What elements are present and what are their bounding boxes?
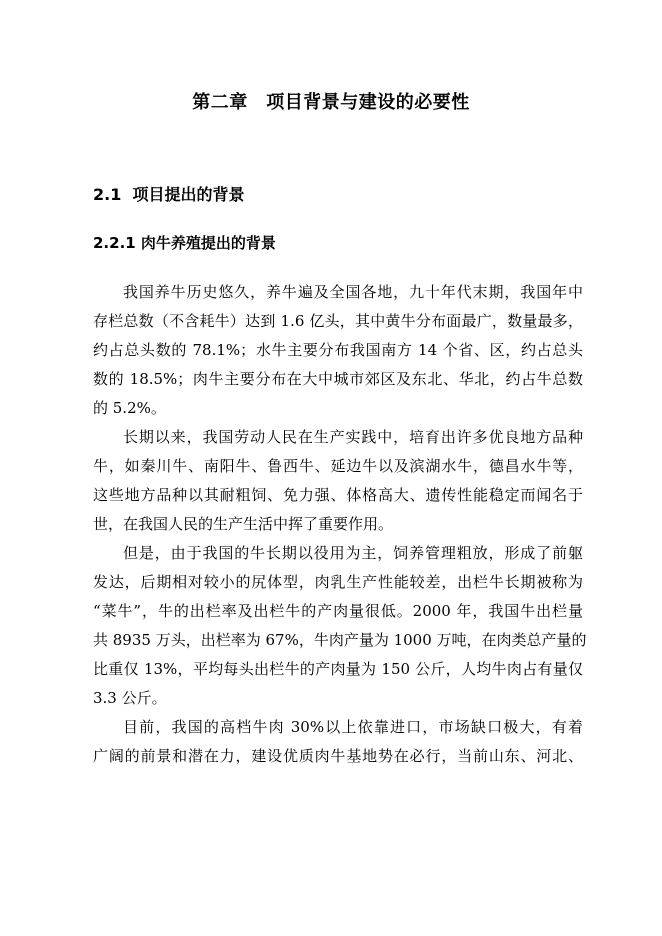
body-text <box>93 278 587 771</box>
paragraph-2 <box>93 423 583 539</box>
paragraph-line: 广阔的前景和潜在力，建设优质肉牛基地势在必行，当前山东、河北、 <box>93 747 583 765</box>
paragraph-line: 这些地方品种以其耐粗饲、免力强、体格高大、遗传性能稳定而闻名于 <box>93 486 583 504</box>
paragraph-line: 比重仅 13%，平均每头出栏牛的产肉量为 150 公斤，人均牛肉占有量仅 <box>93 660 583 678</box>
paragraph-line: “菜牛”，牛的出栏率及出栏牛的产肉量很低。2000 年，我国牛出栏量 <box>93 602 583 620</box>
paragraph-line: 但是，由于我国的牛长期以役用为主，饲养管理粗放，形成了前躯 <box>123 544 583 562</box>
paragraph-line: 我国养牛历史悠久，养牛遍及全国各地，九十年代末期，我国年中 <box>123 283 583 301</box>
paragraph-1 <box>93 278 583 423</box>
section-title: 2.1 项目提出的背景 <box>93 185 245 204</box>
paragraph-line: 约占总头数的 78.1%；水牛主要分布我国南方 14 个省、区，约占总头 <box>93 341 583 359</box>
paragraph-line: 世，在我国人民的生产生活中挥了重要作用。 <box>93 515 394 533</box>
paragraph-3 <box>93 539 587 713</box>
paragraph-line: 目前，我国的高档牛肉 30%以上依靠进口，市场缺口极大，有着 <box>123 718 583 736</box>
paragraph-line: 数的 18.5%；肉牛主要分布在大中城市郊区及东北、华北，约占牛总数 <box>93 370 583 388</box>
subsection-title: 2.2.1 肉牛养殖提出的背景 <box>93 234 276 252</box>
chapter-title: 第二章 项目背景与建设的必要性 <box>192 92 470 113</box>
paragraph-line: 的 5.2%。 <box>93 399 166 417</box>
paragraph-line: 牛，如秦川牛、南阳牛、鲁西牛、延边牛以及滨湖水牛，德昌水牛等， <box>93 457 583 475</box>
paragraph-4 <box>93 713 583 771</box>
paragraph-line: 共 8935 万头，出栏率为 67%，牛肉产量为 1000 万吨，在肉类总产量的 <box>93 631 587 649</box>
paragraph-line: 发达，后期相对较小的尻体型，肉乳生产性能较差，出栏牛长期被称为 <box>93 573 583 591</box>
paragraph-line: 长期以来，我国劳动人民在生产实践中，培育出许多优良地方品种 <box>123 428 583 446</box>
paragraph-line: 存栏总数（不含耗牛）达到 1.6 亿头，其中黄牛分布面最广，数量最多， <box>93 312 583 330</box>
paragraph-line: 3.3 公斤。 <box>93 689 167 707</box>
